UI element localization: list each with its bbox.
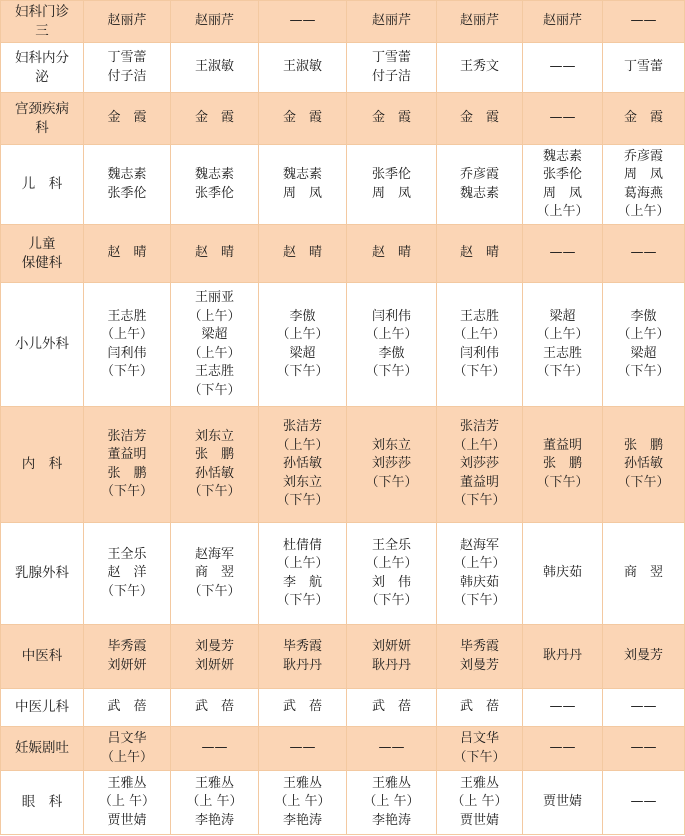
table-row xyxy=(1,225,685,283)
doctor-cell: 耿丹丹 xyxy=(523,625,603,689)
doctor-cell: —— xyxy=(523,43,603,93)
doctor-cell: 毕秀霞 耿丹丹 xyxy=(259,625,347,689)
doctor-cell: 金 霞 xyxy=(259,93,347,145)
doctor-cell: 王志胜 （上午） 闫利伟 （下午） xyxy=(84,283,171,407)
table-row xyxy=(1,43,685,93)
doctor-cell: 董益明 张 鹏 （下午） xyxy=(523,407,603,523)
doctor-cell: 魏志素 张季伦 xyxy=(84,145,171,225)
department-cell: 妇科内分 泌 xyxy=(1,43,84,93)
doctor-cell: 王雅丛 （上 午） 贾世婧 xyxy=(84,771,171,835)
department-cell: 中医科 xyxy=(1,625,84,689)
doctor-cell: 王全乐 （上午） 刘 伟 （下午） xyxy=(347,523,437,625)
doctor-cell: 金 霞 xyxy=(347,93,437,145)
doctor-cell: 赵丽芹 xyxy=(523,1,603,43)
doctor-cell: 丁雪蕾 xyxy=(603,43,685,93)
table-row xyxy=(1,93,685,145)
doctor-cell: 张洁芳 董益明 张 鹏 （下午） xyxy=(84,407,171,523)
doctor-cell: 武 蓓 xyxy=(259,689,347,727)
doctor-cell: 王雅丛 （上 午） 李艳涛 xyxy=(347,771,437,835)
doctor-cell: 刘东立 刘莎莎 （下午） xyxy=(347,407,437,523)
doctor-cell: —— xyxy=(603,1,685,43)
doctor-cell: 刘曼芳 刘妍妍 xyxy=(171,625,259,689)
doctor-cell: —— xyxy=(603,727,685,771)
doctor-cell: 赵 晴 xyxy=(347,225,437,283)
department-cell: 儿 科 xyxy=(1,145,84,225)
doctor-cell: —— xyxy=(523,689,603,727)
doctor-cell: —— xyxy=(603,689,685,727)
doctor-cell: 赵丽芹 xyxy=(437,1,523,43)
department-cell: 妇科门诊 三 xyxy=(1,1,84,43)
doctor-cell: 赵丽芹 xyxy=(84,1,171,43)
doctor-cell: 韩庆茹 xyxy=(523,523,603,625)
doctor-cell: 刘东立 张 鹏 孙恬敏 （下午） xyxy=(171,407,259,523)
doctor-cell: 吕文华 （上午） xyxy=(84,727,171,771)
table-row xyxy=(1,727,685,771)
doctor-cell: 乔彦霞 魏志素 xyxy=(437,145,523,225)
doctor-cell: 商 翌 xyxy=(603,523,685,625)
doctor-cell: 赵丽芹 xyxy=(171,1,259,43)
department-cell: 乳腺外科 xyxy=(1,523,84,625)
doctor-cell: 刘曼芳 xyxy=(603,625,685,689)
table-row xyxy=(1,145,685,225)
doctor-cell: 贾世婧 xyxy=(523,771,603,835)
table-row xyxy=(1,283,685,407)
table-row xyxy=(1,625,685,689)
doctor-cell: 武 蓓 xyxy=(437,689,523,727)
doctor-cell: 赵 晴 xyxy=(171,225,259,283)
doctor-cell: 毕秀霞 刘妍妍 xyxy=(84,625,171,689)
doctor-cell: 王全乐 赵 洋 （下午） xyxy=(84,523,171,625)
doctor-cell: 王秀文 xyxy=(437,43,523,93)
doctor-cell: 王雅丛 （上 午） 李艳涛 xyxy=(171,771,259,835)
doctor-cell: 张 鹏 孙恬敏 （下午） xyxy=(603,407,685,523)
doctor-cell: 张洁芳 （上午） 孙恬敏 刘东立 （下午） xyxy=(259,407,347,523)
doctor-cell: 赵海军 商 翌 （下午） xyxy=(171,523,259,625)
doctor-cell: 丁雪蕾 付子洁 xyxy=(84,43,171,93)
table-row xyxy=(1,771,685,835)
department-cell: 眼 科 xyxy=(1,771,84,835)
doctor-cell: 赵 晴 xyxy=(437,225,523,283)
doctor-cell: 金 霞 xyxy=(603,93,685,145)
table-row xyxy=(1,689,685,727)
department-cell: 中医儿科 xyxy=(1,689,84,727)
doctor-cell: 闫利伟 （上午） 李傲 （下午） xyxy=(347,283,437,407)
doctor-cell: 赵海军 （上午） 韩庆茹 （下午） xyxy=(437,523,523,625)
doctor-cell: 赵丽芹 xyxy=(347,1,437,43)
doctor-cell: 王志胜 （上午） 闫利伟 （下午） xyxy=(437,283,523,407)
doctor-cell: 魏志素 张季伦 xyxy=(171,145,259,225)
table-row xyxy=(1,523,685,625)
doctor-cell: 刘妍妍 耿丹丹 xyxy=(347,625,437,689)
doctor-cell: 王丽亚 （上午） 梁超 （上午） 王志胜 （下午） xyxy=(171,283,259,407)
doctor-cell: 武 蓓 xyxy=(84,689,171,727)
doctor-cell: 魏志素 张季伦 周 凤 （上午） xyxy=(523,145,603,225)
doctor-cell: 金 霞 xyxy=(84,93,171,145)
doctor-cell: 李傲 （上午） 梁超 （下午） xyxy=(603,283,685,407)
doctor-cell: 毕秀霞 刘曼芳 xyxy=(437,625,523,689)
doctor-cell: 张洁芳 （上午） 刘莎莎 董益明 （下午） xyxy=(437,407,523,523)
doctor-cell: —— xyxy=(523,727,603,771)
doctor-cell: —— xyxy=(603,225,685,283)
table-row xyxy=(1,1,685,43)
doctor-cell: 王雅丛 （上 午） 李艳涛 xyxy=(259,771,347,835)
doctor-cell: 金 霞 xyxy=(437,93,523,145)
doctor-cell: 张季伦 周 凤 xyxy=(347,145,437,225)
doctor-cell: 丁雪蕾 付子洁 xyxy=(347,43,437,93)
doctor-cell: —— xyxy=(259,727,347,771)
doctor-cell: 梁超 （上午） 王志胜 （下午） xyxy=(523,283,603,407)
doctor-cell: 王雅丛 （上 午） 贾世婧 xyxy=(437,771,523,835)
doctor-cell: 赵 晴 xyxy=(84,225,171,283)
doctor-cell: 乔彦霞 周 凤 葛海燕 （上午） xyxy=(603,145,685,225)
department-cell: 妊娠剧吐 xyxy=(1,727,84,771)
doctor-cell: 李傲 （上午） 梁超 （下午） xyxy=(259,283,347,407)
doctor-cell: 杜倩倩 （上午） 李 航 （下午） xyxy=(259,523,347,625)
doctor-cell: —— xyxy=(171,727,259,771)
department-cell: 内 科 xyxy=(1,407,84,523)
doctor-cell: 赵 晴 xyxy=(259,225,347,283)
doctor-cell: —— xyxy=(603,771,685,835)
doctor-cell: 金 霞 xyxy=(171,93,259,145)
doctor-cell: 魏志素 周 凤 xyxy=(259,145,347,225)
doctor-cell: —— xyxy=(347,727,437,771)
department-cell: 小儿外科 xyxy=(1,283,84,407)
doctor-cell: —— xyxy=(523,225,603,283)
doctor-cell: 王淑敏 xyxy=(259,43,347,93)
doctor-cell: —— xyxy=(259,1,347,43)
doctor-cell: 武 蓓 xyxy=(347,689,437,727)
department-cell: 儿童 保健科 xyxy=(1,225,84,283)
doctor-cell: —— xyxy=(523,93,603,145)
doctor-cell: 武 蓓 xyxy=(171,689,259,727)
table-row xyxy=(1,407,685,523)
department-cell: 宫颈疾病 科 xyxy=(1,93,84,145)
doctor-cell: 王淑敏 xyxy=(171,43,259,93)
doctor-cell: 吕文华 （下午） xyxy=(437,727,523,771)
